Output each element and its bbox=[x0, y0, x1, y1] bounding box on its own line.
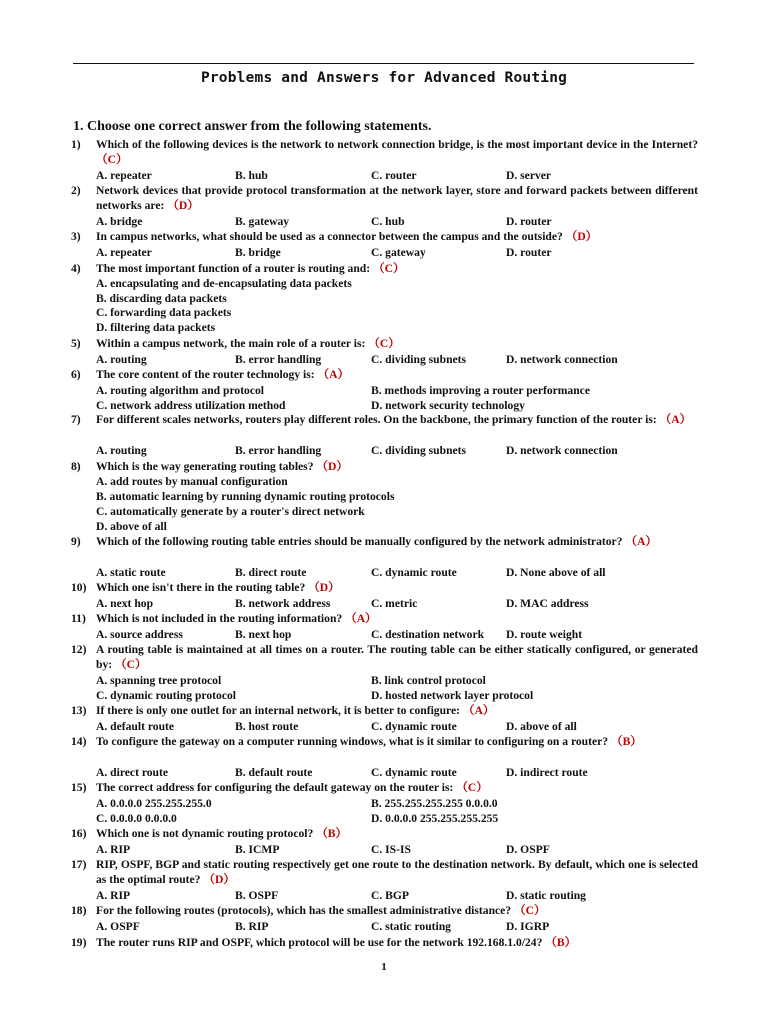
option-d: D. MAC address bbox=[506, 597, 589, 610]
answer-key: （D） bbox=[316, 460, 348, 473]
question-number: 7) bbox=[71, 413, 81, 426]
option-b: B. error handling bbox=[235, 353, 322, 366]
question-text: Which is the way generating routing tables? bbox=[96, 460, 317, 473]
option-c: C. dividing subnets bbox=[371, 444, 467, 457]
header-rule bbox=[73, 63, 694, 64]
question-number: 18) bbox=[71, 904, 87, 917]
option-c: C. dynamic route bbox=[371, 720, 457, 733]
section-heading: 1. Choose one correct answer from the following statements. bbox=[73, 119, 432, 134]
question-stem bbox=[96, 137, 698, 168]
option-d: D. None above of all bbox=[506, 566, 606, 579]
option-b: B. hub bbox=[235, 169, 268, 182]
answer-key: （C） bbox=[96, 153, 128, 167]
option-c: C. gateway bbox=[371, 246, 426, 259]
question-text: Which one is not dynamic routing protocol? bbox=[96, 827, 317, 840]
question-number: 11) bbox=[71, 612, 86, 625]
question-number: 15) bbox=[71, 781, 87, 794]
option-d: D. network connection bbox=[506, 353, 618, 366]
option-a: A. source address bbox=[96, 628, 183, 641]
option-a: A. direct route bbox=[96, 766, 169, 779]
question-stem bbox=[96, 642, 698, 673]
question-text: For different scales networks, routers play different roles. On the backbone, the primary function of the router is: bbox=[96, 413, 660, 426]
question-number: 19) bbox=[71, 936, 87, 949]
option-a: A. RIP bbox=[96, 843, 131, 856]
option-c: C. IS-IS bbox=[371, 843, 411, 856]
option-a: A. routing bbox=[96, 444, 147, 457]
option-b: B. link control protocol bbox=[371, 674, 486, 687]
option-b: B. bridge bbox=[235, 246, 281, 259]
question-stem bbox=[96, 703, 698, 718]
answer-key: （A） bbox=[345, 612, 377, 625]
question-13 bbox=[71, 703, 698, 718]
question-9 bbox=[71, 534, 698, 549]
option-c: C. dynamic route bbox=[371, 766, 457, 779]
question-text: Which one isn't there in the routing table? bbox=[96, 581, 309, 594]
question-stem bbox=[96, 935, 698, 950]
question-text: Which of the following devices is the network to network connection bridge, is the most important device in the Internet? bbox=[96, 138, 698, 151]
question-11 bbox=[71, 611, 698, 626]
answer-key: （A） bbox=[625, 535, 657, 548]
option-d: D. network connection bbox=[506, 444, 618, 457]
answer-key: （C） bbox=[115, 658, 147, 672]
question-text: To configure the gateway on a computer running windows, what is it similar to configuring on a router? bbox=[96, 735, 611, 748]
question-6 bbox=[71, 367, 698, 382]
question-number: 13) bbox=[71, 704, 87, 717]
question-17 bbox=[71, 857, 698, 888]
option-a: A. default route bbox=[96, 720, 175, 733]
answer-key: （B） bbox=[610, 735, 642, 748]
answer-key: （B） bbox=[545, 936, 577, 949]
option-d: D. route weight bbox=[506, 628, 583, 641]
option-a: A. 0.0.0.0 255.255.255.0 bbox=[96, 797, 212, 810]
question-stem bbox=[96, 611, 698, 626]
option-b: B. error handling bbox=[235, 444, 322, 457]
question-number: 10) bbox=[71, 581, 87, 594]
question-12 bbox=[71, 642, 698, 673]
question-number: 1) bbox=[71, 138, 81, 151]
question-number: 14) bbox=[71, 735, 87, 748]
question-text: The correct address for configuring the default gateway on the router is: bbox=[96, 781, 457, 794]
answer-key: （A） bbox=[659, 413, 692, 426]
question-3 bbox=[71, 229, 698, 244]
question-16 bbox=[71, 826, 698, 841]
option-a: A. RIP bbox=[96, 889, 131, 902]
answer-key: （D） bbox=[565, 230, 598, 243]
option-b: B. automatic learning by running dynamic routing protocols bbox=[96, 490, 395, 503]
option-a: A. bridge bbox=[96, 215, 143, 228]
question-1 bbox=[71, 137, 698, 168]
question-number: 4) bbox=[71, 262, 81, 275]
question-number: 8) bbox=[71, 460, 81, 473]
option-c: C. automatically generate by a router's direct network bbox=[96, 505, 365, 518]
option-d: D. router bbox=[506, 215, 552, 228]
question-number: 9) bbox=[71, 535, 81, 548]
question-stem bbox=[96, 367, 698, 382]
option-d: D. network security technology bbox=[371, 399, 525, 412]
question-stem bbox=[96, 734, 698, 749]
question-stem bbox=[96, 229, 698, 244]
option-a: A. add routes by manual configuration bbox=[96, 475, 288, 488]
option-c: C. router bbox=[371, 169, 417, 182]
answer-key: （D） bbox=[308, 581, 340, 594]
answer-key: （A） bbox=[462, 704, 495, 717]
option-a: A. spanning tree protocol bbox=[96, 674, 222, 687]
question-stem bbox=[96, 183, 698, 214]
answer-key: （C） bbox=[368, 337, 400, 350]
option-c: C. hub bbox=[371, 215, 405, 228]
question-stem bbox=[96, 857, 698, 888]
question-number: 6) bbox=[71, 368, 81, 381]
option-c: C. destination network bbox=[371, 628, 485, 641]
option-a: A. OSPF bbox=[96, 920, 140, 933]
question-text: Within a campus network, the main role of a router is: bbox=[96, 337, 369, 350]
answer-key: （B） bbox=[316, 827, 348, 840]
option-d: D. 0.0.0.0 255.255.255.255 bbox=[371, 812, 499, 825]
option-d: D. IGRP bbox=[506, 920, 550, 933]
page-title: Problems and Answers for Advanced Routing bbox=[200, 70, 568, 86]
option-d: D. router bbox=[506, 246, 552, 259]
option-c: C. dividing subnets bbox=[371, 353, 467, 366]
option-d: D. server bbox=[506, 169, 552, 182]
question-4 bbox=[71, 261, 698, 276]
question-number: 17) bbox=[71, 858, 87, 871]
question-19 bbox=[71, 935, 698, 950]
option-b: B. 255.255.255.255 0.0.0.0 bbox=[371, 797, 498, 810]
question-15 bbox=[71, 780, 698, 795]
option-c: C. metric bbox=[371, 597, 418, 610]
option-d: D. indirect route bbox=[506, 766, 588, 779]
question-number: 2) bbox=[71, 184, 81, 197]
answer-key: （C） bbox=[514, 904, 546, 917]
page-number: 1 bbox=[381, 961, 387, 973]
option-c: C. 0.0.0.0 0.0.0.0 bbox=[96, 812, 177, 825]
answer-key: （C） bbox=[456, 781, 488, 794]
option-a: A. routing bbox=[96, 353, 147, 366]
question-number: 3) bbox=[71, 230, 81, 243]
question-14 bbox=[71, 734, 698, 749]
question-number: 5) bbox=[71, 337, 81, 350]
option-b: B. default route bbox=[235, 766, 313, 779]
question-stem bbox=[96, 459, 698, 474]
option-a: A. static route bbox=[96, 566, 166, 579]
option-c: C. network address utilization method bbox=[96, 399, 286, 412]
option-b: B. next hop bbox=[235, 628, 292, 641]
option-b: B. network address bbox=[235, 597, 331, 610]
question-text: Which is not included in the routing information? bbox=[96, 612, 346, 625]
question-7 bbox=[71, 412, 698, 427]
option-b: B. gateway bbox=[235, 215, 290, 228]
question-text: The core content of the router technology is: bbox=[96, 368, 318, 381]
question-text: For the following routes (protocols), which has the smallest administrative distance? bbox=[96, 904, 515, 917]
option-b: B. OSPF bbox=[235, 889, 279, 902]
answer-key: （A） bbox=[317, 368, 350, 381]
question-8 bbox=[71, 459, 698, 474]
question-number: 16) bbox=[71, 827, 87, 840]
option-c: C. static routing bbox=[371, 920, 451, 933]
question-stem bbox=[96, 412, 698, 427]
option-d: D. hosted network layer protocol bbox=[371, 689, 534, 702]
question-stem bbox=[96, 826, 698, 841]
answer-key: （C） bbox=[372, 262, 405, 275]
question-2 bbox=[71, 183, 698, 214]
question-18 bbox=[71, 903, 698, 918]
question-text: RIP, OSPF, BGP and static routing respectively get one route to the destination network. By default, which one is selected as the optimal route? bbox=[96, 858, 698, 887]
option-b: B. RIP bbox=[235, 920, 269, 933]
option-a: A. repeater bbox=[96, 169, 152, 182]
question-text: Which of the following routing table entries should be manually configured by the network administrator? bbox=[96, 535, 626, 548]
question-text: Network devices that provide protocol transformation at the network layer, store and forward packets between different networks are: bbox=[96, 184, 698, 213]
question-stem bbox=[96, 903, 698, 918]
question-text: A routing table is maintained at all times on a router. The routing table can be either statically configured, or generated by: bbox=[96, 643, 698, 672]
option-b: B. discarding data packets bbox=[96, 292, 227, 305]
question-stem bbox=[96, 534, 698, 549]
question-stem bbox=[96, 580, 698, 595]
option-c: C. dynamic route bbox=[371, 566, 457, 579]
answer-key: （D） bbox=[203, 873, 235, 887]
option-c: C. BGP bbox=[371, 889, 410, 902]
question-text: If there is only one outlet for an internal network, it is better to configure: bbox=[96, 704, 463, 717]
option-a: A. repeater bbox=[96, 246, 152, 259]
question-text: The router runs RIP and OSPF, which protocol will be use for the network 192.168.1.0/24? bbox=[96, 936, 546, 949]
question-stem bbox=[96, 336, 698, 351]
question-10 bbox=[71, 580, 698, 595]
option-c: C. forwarding data packets bbox=[96, 306, 232, 319]
question-5 bbox=[71, 336, 698, 351]
option-b: B. host route bbox=[235, 720, 299, 733]
option-b: B. ICMP bbox=[235, 843, 280, 856]
option-a: A. next hop bbox=[96, 597, 154, 610]
option-a: A. encapsulating and de-encapsulating data packets bbox=[96, 277, 352, 290]
question-text: In campus networks, what should be used as a connector between the campus and the outside? bbox=[96, 230, 566, 243]
question-number: 12) bbox=[71, 643, 87, 656]
question-text: The most important function of a router is routing and: bbox=[96, 262, 373, 275]
question-stem bbox=[96, 780, 698, 795]
answer-key: （D） bbox=[167, 199, 199, 213]
option-b: B. direct route bbox=[235, 566, 307, 579]
option-c: C. dynamic routing protocol bbox=[96, 689, 236, 702]
option-a: A. routing algorithm and protocol bbox=[96, 384, 265, 397]
option-d: D. above of all bbox=[96, 520, 167, 533]
option-b: B. methods improving a router performance bbox=[371, 384, 590, 397]
option-d: D. filtering data packets bbox=[96, 321, 216, 334]
option-d: D. static routing bbox=[506, 889, 586, 902]
option-d: D. OSPF bbox=[506, 843, 550, 856]
question-stem bbox=[96, 261, 698, 276]
option-d: D. above of all bbox=[506, 720, 577, 733]
